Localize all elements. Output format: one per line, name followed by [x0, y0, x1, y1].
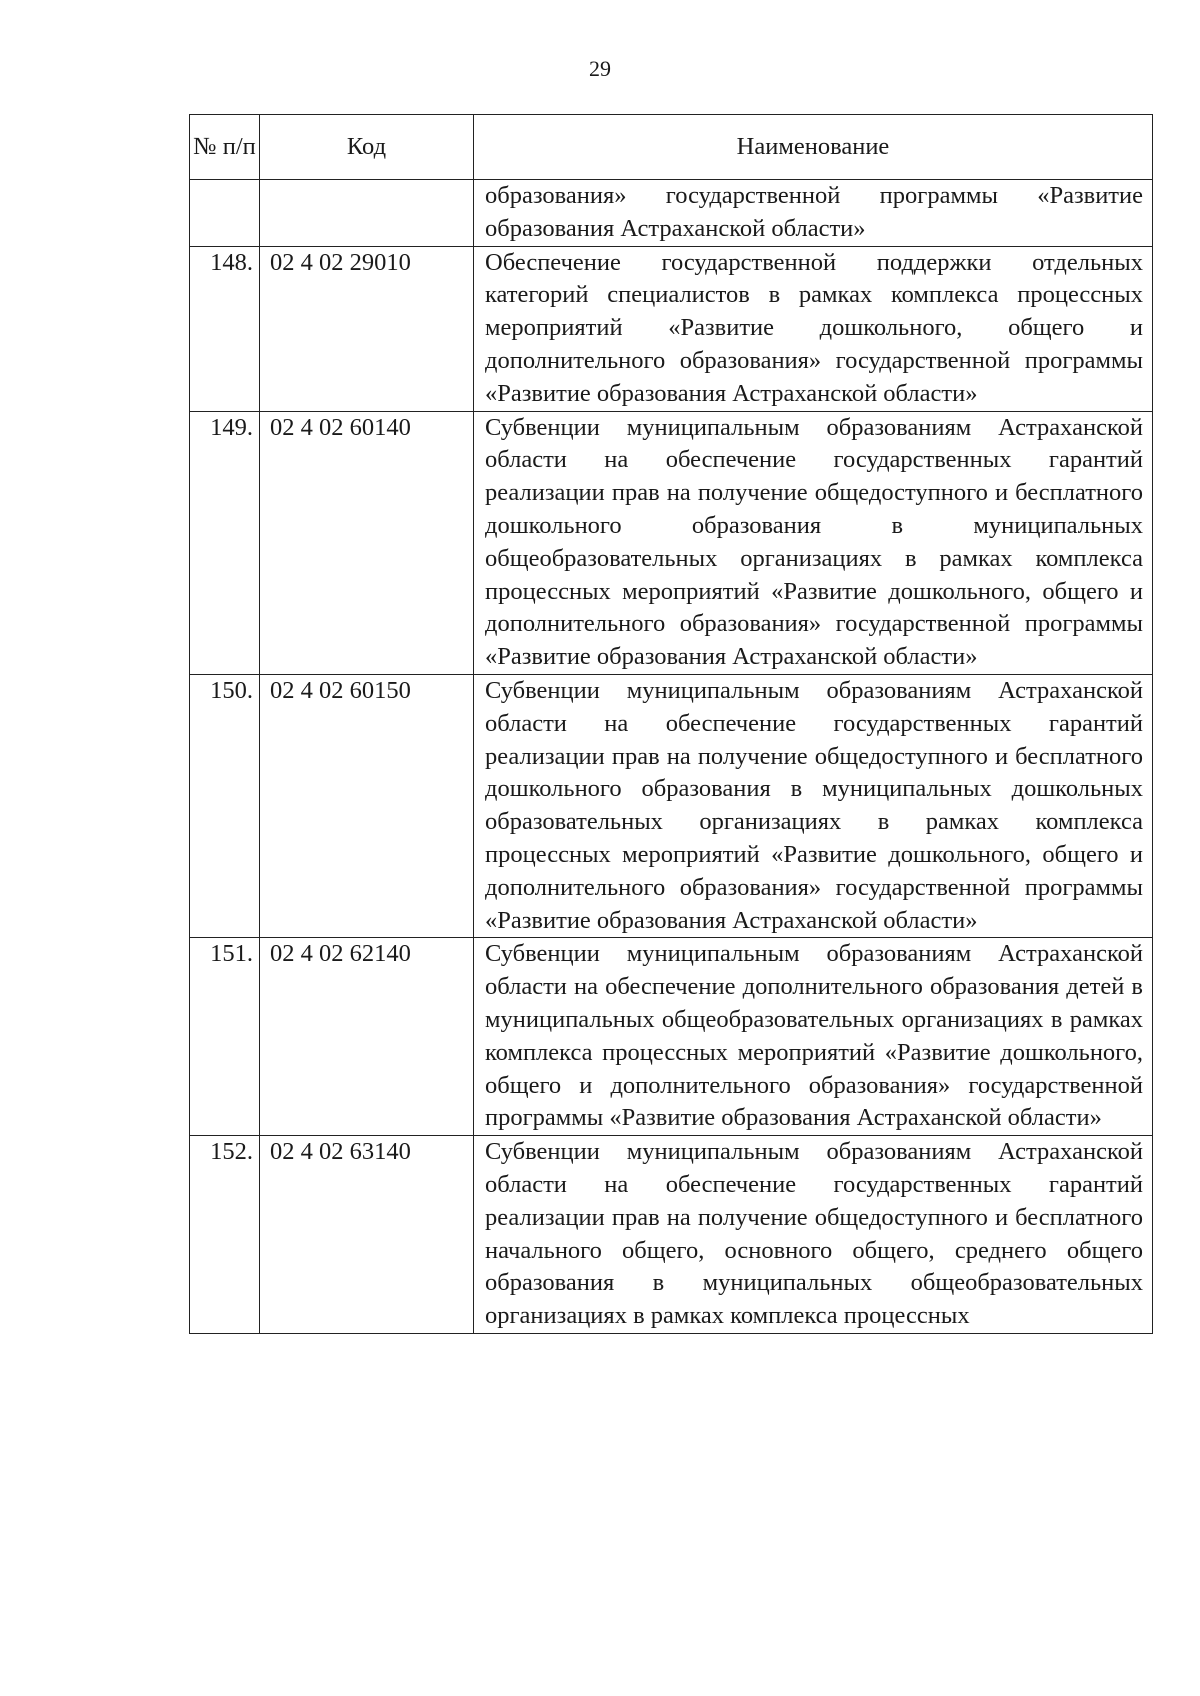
row-name: Обеспечение государственной поддержки отдельных категорий специалистов в рамках комплекса процессных мероприятий «Развитие дошкольного, общего и дополнительного образования» государственной программы «Развитие образования Астраханской области» [474, 246, 1153, 411]
row-number: 151. [190, 938, 260, 1136]
row-code: 02 4 02 29010 [260, 246, 474, 411]
row-code: 02 4 02 63140 [260, 1136, 474, 1334]
header-num: № п/п [190, 115, 260, 180]
row-name: образования» государственной программы «Развитие образования Астраханской области» [474, 180, 1153, 247]
row-code: 02 4 02 60140 [260, 411, 474, 674]
table-row [190, 938, 1153, 1136]
row-code: 02 4 02 62140 [260, 938, 474, 1136]
row-name: Субвенции муниципальным образованиям Астраханской области на обеспечение государственных гарантий реализации прав на получение общедоступного и бесплатного дошкольного образования в муниципальных дошкольных образовательных организациях в рамках комплекса процессных мероприятий «Развитие дошкольного, общего и дополнительного образования» государственной программы «Развитие образования Астраханской области» [474, 674, 1153, 937]
table-row [190, 246, 1153, 411]
header-name: Наименование [474, 115, 1153, 180]
row-number: 149. [190, 411, 260, 674]
row-code [260, 180, 474, 247]
row-name: Субвенции муниципальным образованиям Астраханской области на обеспечение дополнительного образования детей в муниципальных общеобразовательных организациях в рамках комплекса процессных мероприятий «Развитие дошкольного, общего и дополнительного образования» государственной программы «Развитие образования Астраханской области» [474, 938, 1153, 1136]
table-row [190, 674, 1153, 937]
row-name: Субвенции муниципальным образованиям Астраханской области на обеспечение государственных гарантий реализации прав на получение общедоступного и бесплатного начального общего, основного общего, среднего общего образования в муниципальных общеобразовательных организациях в рамках комплекса процессных [474, 1136, 1153, 1334]
row-number: 148. [190, 246, 260, 411]
row-code: 02 4 02 60150 [260, 674, 474, 937]
page-number: 29 [589, 56, 611, 81]
row-number [190, 180, 260, 247]
table-row [190, 1136, 1153, 1334]
header-code: Код [260, 115, 474, 180]
table-row [190, 411, 1153, 674]
row-name: Субвенции муниципальным образованиям Астраханской области на обеспечение государственных гарантий реализации прав на получение общедоступного и бесплатного дошкольного образования в муниципальных общеобразовательных организациях в рамках комплекса процессных мероприятий «Развитие дошкольного, общего и дополнительного образования» государственной программы «Развитие образования Астраханской области» [474, 411, 1153, 674]
table-row [190, 180, 1153, 247]
classification-table [189, 114, 1153, 1334]
table-header-row [190, 115, 1153, 180]
row-number: 152. [190, 1136, 260, 1334]
row-number: 150. [190, 674, 260, 937]
